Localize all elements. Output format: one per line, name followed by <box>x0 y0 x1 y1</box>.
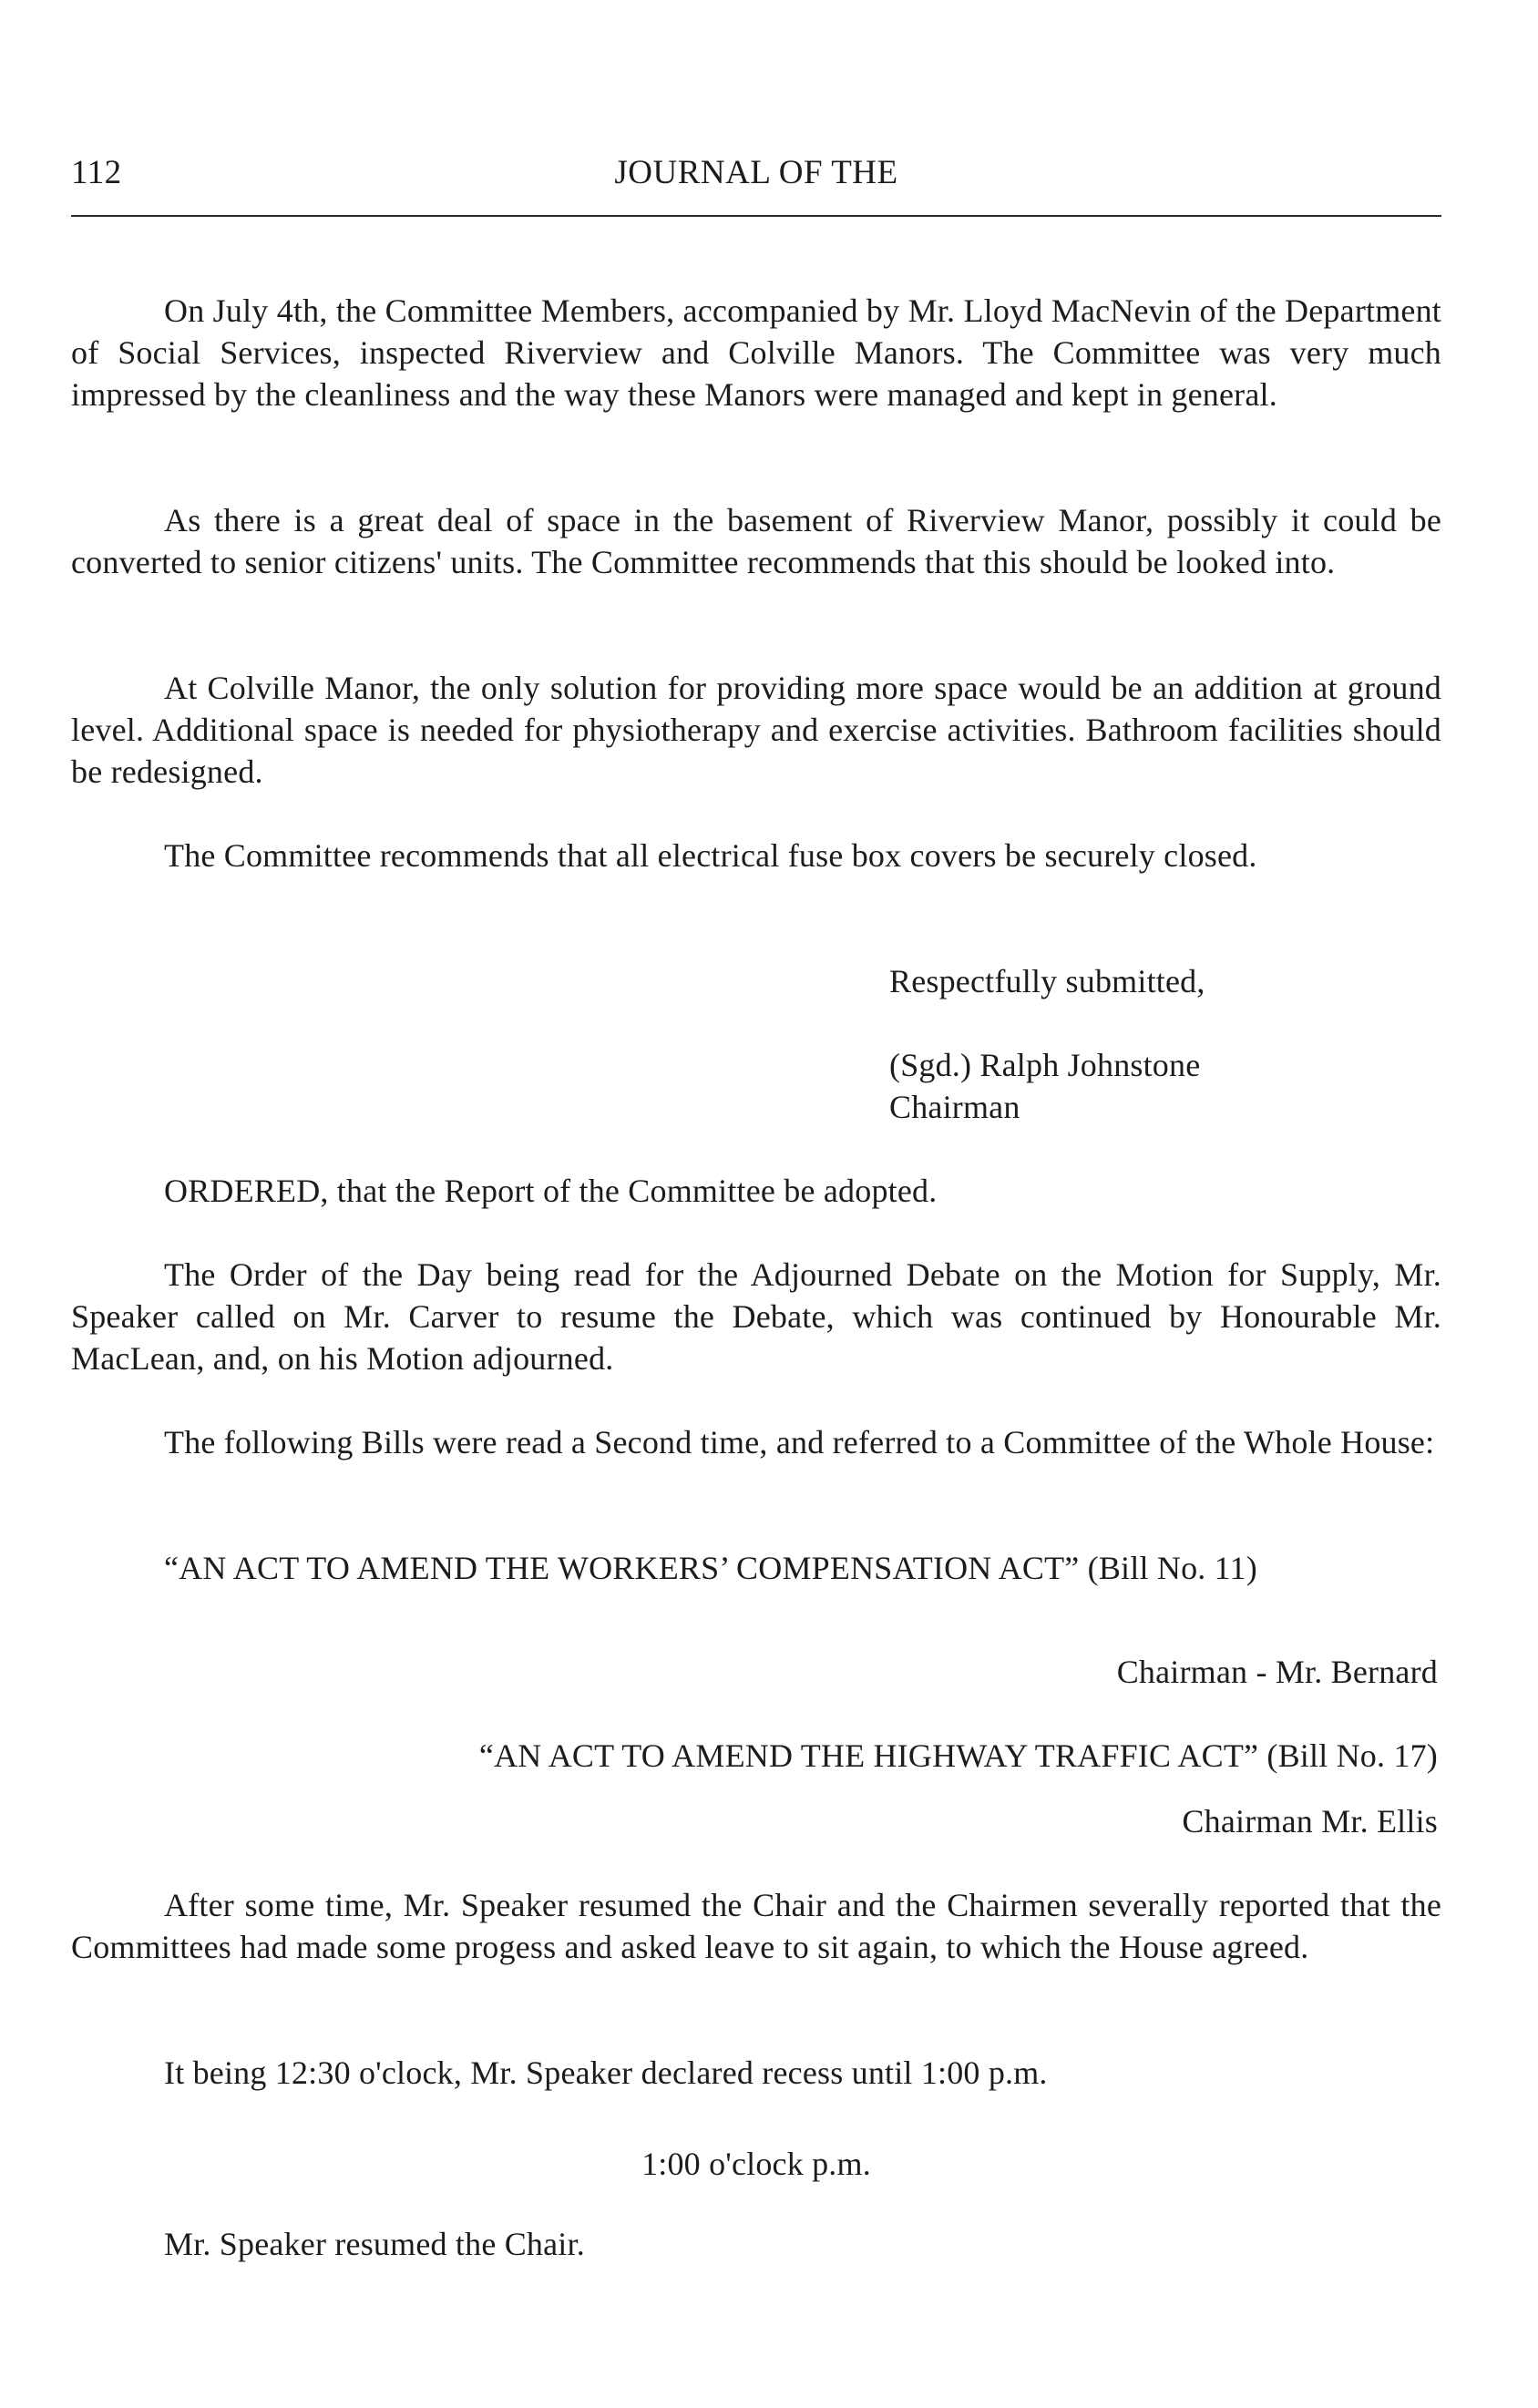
paragraph-fuse-box: The Committee recommends that all electrical fuse box covers be securely closed. <box>164 837 1257 874</box>
bill-chairman: Chairman Mr. Ellis <box>1182 1803 1438 1839</box>
bill-chairman: Chairman - Mr. Bernard <box>1116 1654 1438 1690</box>
header-rule <box>71 215 1441 217</box>
bill-title: “AN ACT TO AMEND THE HIGHWAY TRAFFIC ACT” (Bill No. 17) <box>478 1737 1438 1774</box>
bill-title: “AN ACT TO AMEND THE WORKERS’ COMPENSATION ACT” (Bill No. 11) <box>164 1550 1257 1586</box>
paragraph-after-time: After some time, Mr. Speaker resumed the Chair and the Chairmen severally reported that the Committees had made some progess and asked leave to sit again, to which the House agreed. <box>71 1887 1441 1965</box>
speaker-resumed: Mr. Speaker resumed the Chair. <box>164 2226 585 2262</box>
time-heading: 1:00 o'clock p.m. <box>641 2146 871 2182</box>
paragraph-riverview: As there is a great deal of space in the basement of Riverview Manor, possibly it could be converted to senior citizens' units. The Committee recommends that this should be looked into. <box>71 502 1441 580</box>
signature-title: Chairman <box>889 1089 1020 1125</box>
recess-statement: It being 12:30 o'clock, Mr. Speaker declared recess until 1:00 p.m. <box>164 2054 1048 2091</box>
running-title: JOURNAL OF THE <box>614 154 898 191</box>
paragraph-colville: At Colville Manor, the only solution for providing more space would be an addition at ground level. Additional space is needed for physiotherapy and exercise activities. Bathroom facilities should be redesigned. <box>71 670 1441 790</box>
ordered-statement: ORDERED, that the Report of the Committee be adopted. <box>164 1173 938 1209</box>
page-number: 112 <box>71 154 122 191</box>
signature-closing: Respectfully submitted, <box>889 963 1205 999</box>
page-header <box>71 153 1441 208</box>
paragraph-inspection: On July 4th, the Committee Members, accompanied by Mr. Lloyd MacNevin of the Department of Social Services, inspected Riverview and Colville Manors. The Committee was very much impressed by the cleanliness and the way these Manors were managed and kept in general. <box>71 292 1441 413</box>
paragraph-bills-intro: The following Bills were read a Second time, and referred to a Committee of the Whole House: <box>164 1424 1435 1460</box>
paragraph-order-of-day: The Order of the Day being read for the Adjourned Debate on the Motion for Supply, Mr. Speaker called on Mr. Carver to resume the Debate, which was continued by Honourable Mr. MacLean, and, on his Motion adjourned. <box>71 1256 1441 1377</box>
signature-name: (Sgd.) Ralph Johnstone <box>889 1047 1201 1083</box>
